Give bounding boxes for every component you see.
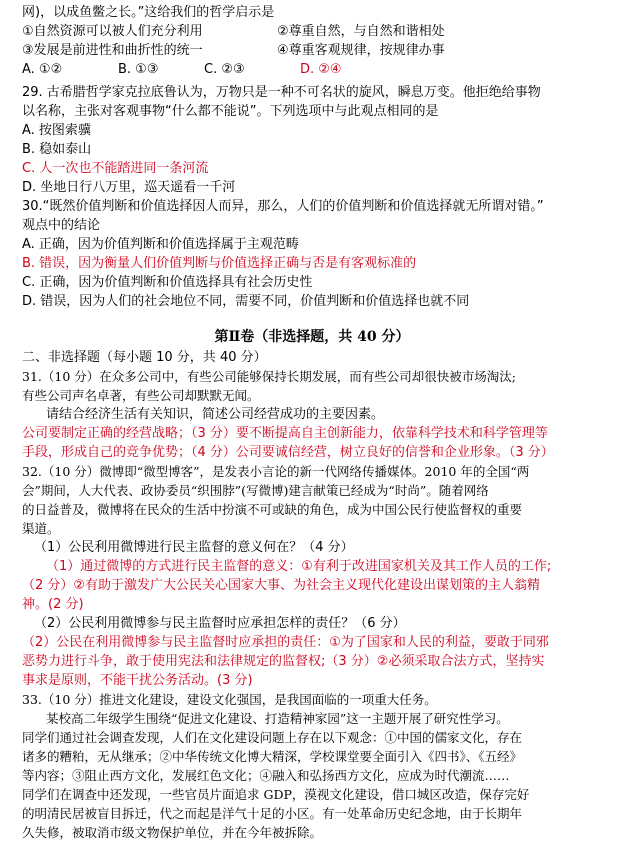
part2-heading: 二、非选择题（每小题 10 分，共 40 分） [22, 350, 267, 365]
q29-option-b: B. 稳如泰山 [22, 142, 92, 157]
q28-option-a: A. ①② [22, 62, 63, 77]
q30-option-a: A. 正确，因为价值判断和价值选择属于主观范畴 [22, 237, 299, 252]
q30-option-d: D. 错误，因为人们的社会地位不同，需要不同，价值判断和价值选择也就不同 [22, 294, 470, 309]
q32-answer-2-line-1: （2）公民在利用微博参与民主监督时应承担的责任：①为了国家和人民的利益，要敢于同邪 [22, 635, 549, 650]
q32-answer-2-line-2: 恶势力进行斗争，敢于使用宪法和法律规定的监督权;（3 分）②必须采取合法方式，坚持实 [22, 654, 545, 669]
q32-line-2: 会”期间，人大代表、政协委员“织围脖”(写微博)建言献策已经成为“时尚”。随着网络 [22, 483, 489, 498]
q28-option-c: C. ②③ [204, 62, 245, 77]
q33-line-4: 诸多的糟粕，无从继承；②中华传统文化博大精深，学校课堂要全面引入《四书》、《五经》 [22, 749, 523, 764]
q31-line-1: 31.（10 分）在众多公司中，有些公司能够保持长期发展，而有些公司却很快被市场淘汰; [22, 369, 516, 384]
q30-stem-line-2: 观点中的结论 [22, 218, 101, 233]
q28-intro-tail: 网)，以成鱼鳖之长。”这给我们的哲学启示是 [22, 5, 275, 20]
q32-line-4: 渠道。 [22, 521, 60, 536]
q32-answer-1-line-3: 神。(2 分) [22, 597, 84, 612]
q29-option-c: C. 人一次也不能踏进同一条河流 [22, 161, 209, 176]
q33-line-2: 某校高二年级学生围绕“促进文化建设、打造精神家园”这一主题开展了研究性学习。 [46, 711, 509, 726]
q31-answer-line-1: 公司要制定正确的经营战略；（3 分）要不断提高自主创新能力，依靠科学技术和科学管理等 [22, 426, 548, 441]
q31-answer-line-2: 手段，形成自己的竞争优势；（4 分）公司要诚信经营，树立良好的信誉和企业形象。（3 分） [22, 445, 554, 460]
q32-answer-2-line-3: 事求是原则，不能干扰公务活动。(3 分) [22, 673, 253, 688]
q31-line-2: 有些公司声名卓著，有些公司却默默无闻。 [22, 388, 260, 403]
part2-title: 第Ⅱ卷（非选择题，共 40 分） [214, 329, 410, 345]
q31-ask: 请结合经济生活有关知识，简述公司经营成功的主要因素。 [46, 407, 385, 422]
q30-stem-line-1: 30.“既然价值判断和价值选择因人而异，那么，人们的价值判断和价值选择就无所谓对错。” [22, 199, 544, 214]
q28-option-b: B. ①③ [118, 62, 159, 77]
q29-stem-line-2: 以名称，主张对客观事物“什么都不能说”。下列选项中与此观点相同的是 [22, 104, 439, 119]
q32-sub-question-2: （2）公民利用微博参与民主监督时应承担怎样的责任？（6 分） [34, 616, 406, 631]
q33-line-7: 的明清民居被盲目拆迁，代之而起是洋气十足的小区。有一处革命历史纪念地，由于长期年 [22, 806, 523, 821]
q33-line-6: 同学们在调查中还发现，一些官员片面追求 GDP，漠视文化建设，借口城区改造，保存完好 [22, 787, 530, 802]
q30-option-b: B. 错误，因为衡量人们价值判断与价值选择正确与否是有客观标准的 [22, 256, 417, 271]
q29-stem-line-1: 29. 古希腊哲学家克拉底鲁认为，万物只是一种不可名状的旋风，瞬息万变。他拒绝给事物 [22, 85, 541, 100]
q29-option-d: D. 坐地日行八万里，巡天遥看一千河 [22, 180, 236, 195]
q28-items-row-2 [22, 42, 610, 60]
q28-option-d: D. ②④ [300, 62, 342, 77]
q29-option-a: A. 按图索骥 [22, 123, 91, 138]
q28-items-row-1 [22, 23, 610, 41]
q30-option-c: C. 正确，因为价值判断和价值选择具有社会历史性 [22, 275, 313, 290]
q33-line-5: 等内容；③阻止西方文化，发展红色文化；④融入和弘扬西方文化，应成为时代潮流…… [22, 768, 510, 783]
q33-line-3: 同学们通过社会调查发现，人们在文化建设问题上存在以下观念：①中国的儒家文化，存在 [22, 730, 523, 745]
q32-sub-question-1: （1）公民利用微博进行民主监督的意义何在？（4 分） [34, 540, 354, 555]
q33-line-1: 33.（10 分）推进文化建设，建设文化强国，是我国面临的一项重大任务。 [22, 692, 437, 707]
q32-answer-1-line-1: （1）通过微博的方式进行民主监督的意义：①有利于改进国家机关及其工作人员的工作; [46, 559, 552, 574]
q28-item-2: ②尊重自然，与自然和谐相处 [277, 24, 445, 39]
q28-item-4: ④尊重客观规律，按规律办事 [277, 43, 445, 58]
q32-line-1: 32.（10 分）微博即“微型博客”，是发表小言论的新一代网络传播媒体。2010 年的全国“两 [22, 464, 530, 479]
q32-answer-1-line-2: （2 分）②有助于激发广大公民关心国家大事、为社会主义现代化建设出谋划策的主人翁精 [22, 578, 541, 593]
q28-item-3: ③发展是前进性和曲折性的统一 [22, 43, 203, 58]
q28-item-1: ①自然资源可以被人们充分利用 [22, 24, 203, 39]
q32-line-3: 的日益普及，微博将在民众的生活中扮演不可或缺的角色，成为中国公民行使监督权的重要 [22, 502, 523, 517]
q33-line-8: 久失修，被取消市级文物保护单位，并在今年被拆除。 [22, 825, 323, 840]
q28-options [22, 61, 610, 79]
